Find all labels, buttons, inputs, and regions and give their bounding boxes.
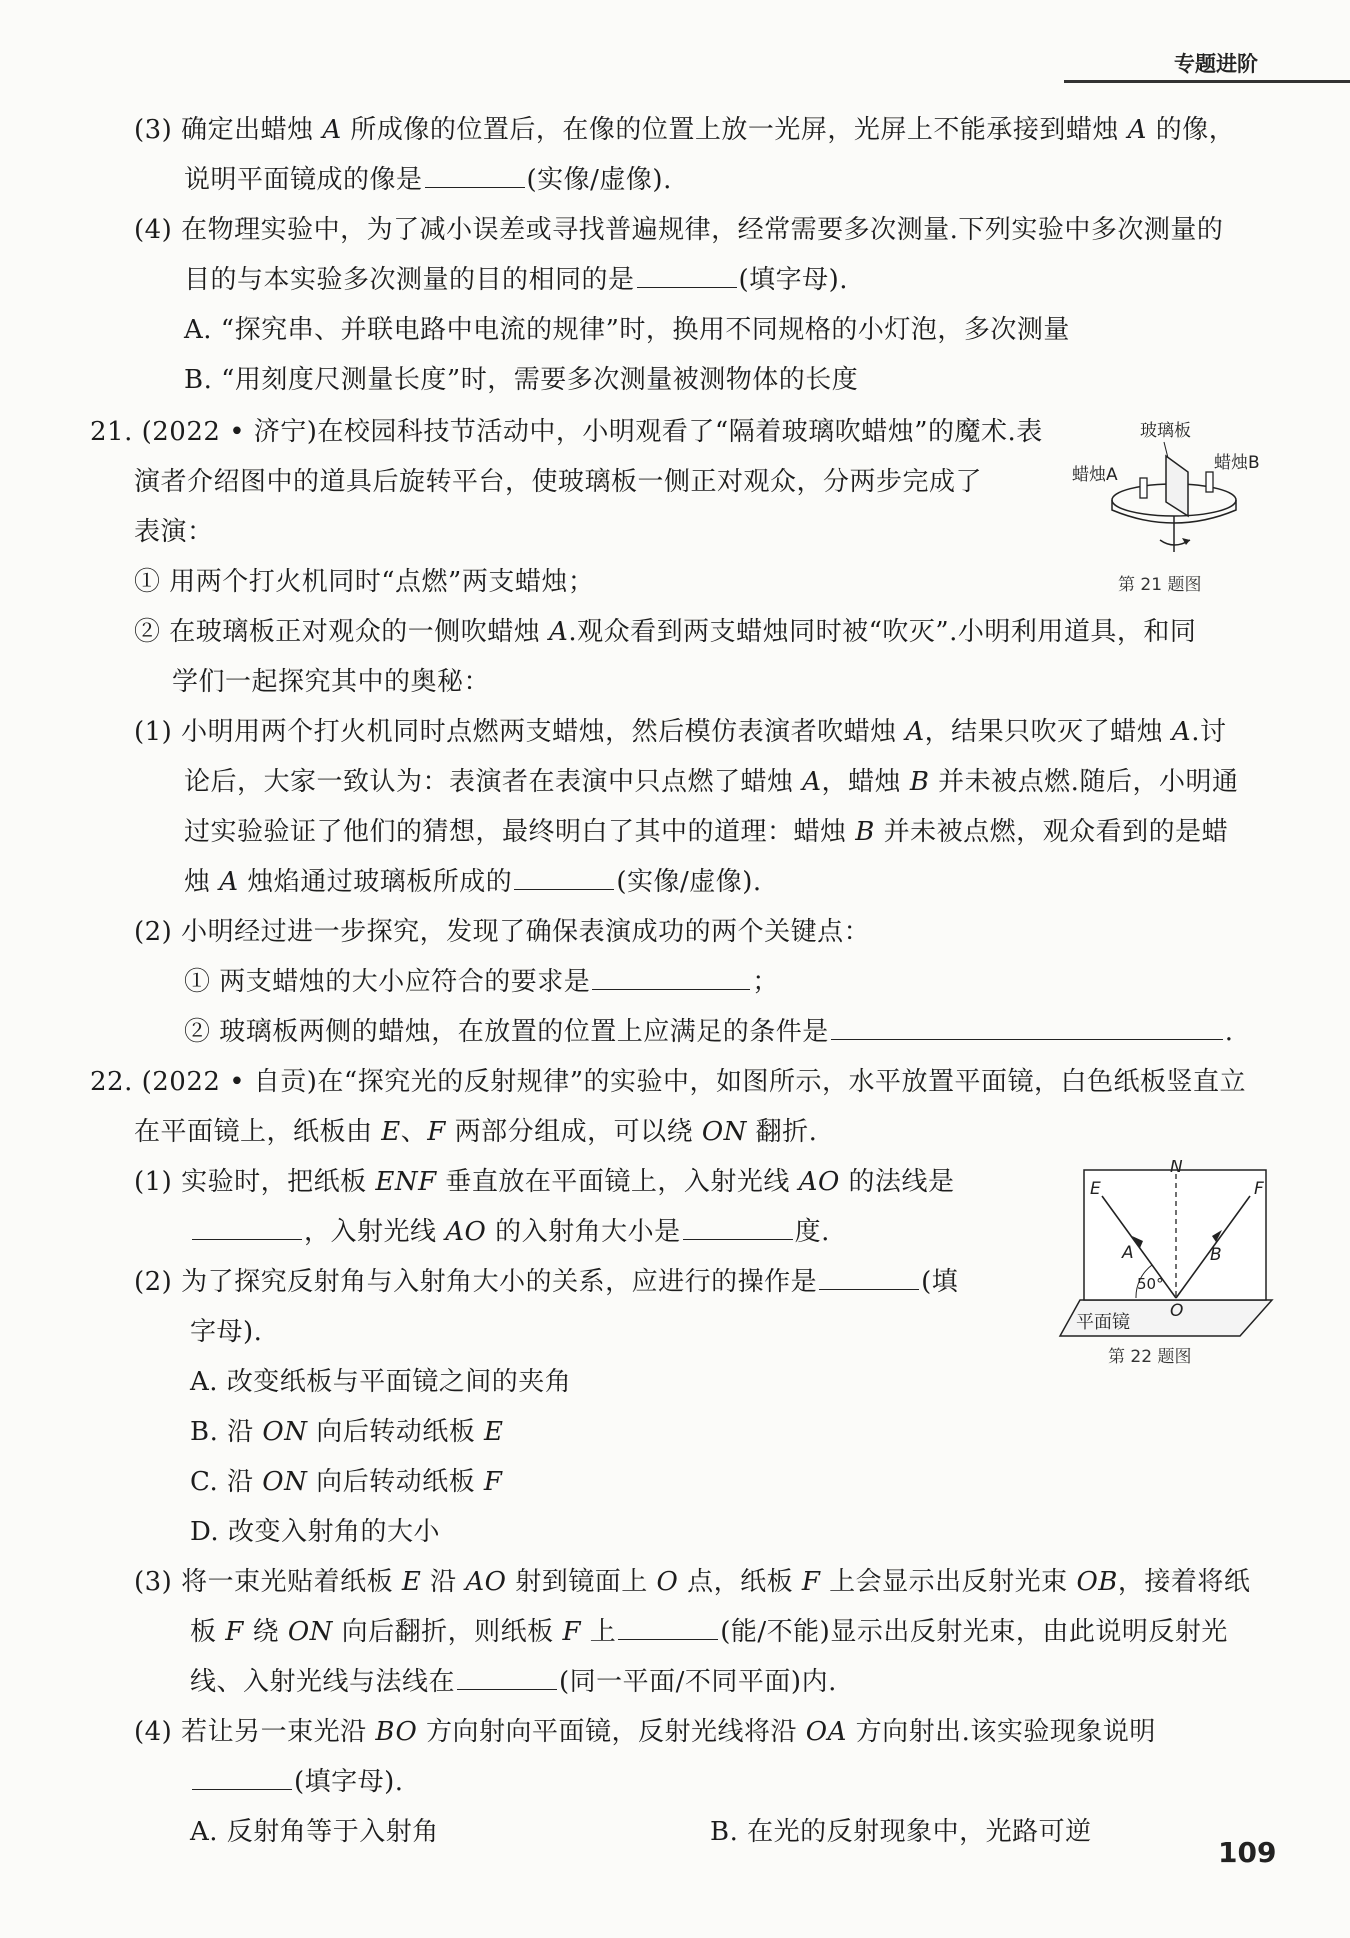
figure-21-caption: 第 21 题图 bbox=[1118, 575, 1202, 595]
q21-step2-line1: ② 在玻璃板正对观众的一侧吹蜡烛 A.观众看到两支蜡烛同时被“吹灭”.小明利用道具，和同 bbox=[134, 617, 1197, 647]
header-title: 专题进阶 bbox=[1174, 52, 1258, 76]
answer-blank[interactable] bbox=[425, 163, 525, 188]
figure-22-reflection-setup bbox=[1058, 1160, 1290, 1340]
q20-part3-line1: (3) 确定出蜡烛 A 所成像的位置后，在像的位置上放一光屏，光屏上不能承接到蜡烛 A 的像， bbox=[134, 115, 1236, 145]
q21-step2-line2: 学们一起探究其中的奥秘： bbox=[172, 667, 491, 697]
q22-option-a2: A. 反射角等于入射角 bbox=[190, 1817, 439, 1847]
q21-part1-line3: 过实验验证了他们的猜想，最终明白了其中的道理：蜡烛 B 并未被点燃，观众看到的是蜡 bbox=[184, 817, 1229, 847]
answer-blank[interactable] bbox=[192, 1215, 302, 1240]
q22-option-b2: B. 在光的反射现象中，光路可逆 bbox=[710, 1817, 1092, 1847]
q21-stem-line1: 21. (2022 • 济宁)在校园科技节活动中，小明观看了“隔着玻璃吹蜡烛”的魔术.表 bbox=[90, 417, 1043, 447]
q21-part2-item1: ① 两支蜡烛的大小应符合的要求是 ； bbox=[184, 967, 779, 997]
q22-part3-line1: (3) 将一束光贴着纸板 E 沿 AO 射到镜面上 O 点，纸板 F 上会显示出反射光束 OB，接着将纸 bbox=[134, 1567, 1251, 1597]
candle-a-label: 蜡烛A bbox=[1072, 465, 1118, 485]
q22-part2-line1: (2) 为了探究反射角与入射角大小的关系，应进行的操作是 (填 bbox=[134, 1267, 959, 1297]
answer-blank[interactable] bbox=[637, 263, 737, 288]
candle-b-label: 蜡烛B bbox=[1214, 453, 1260, 473]
figure-22-caption: 第 22 题图 bbox=[1108, 1347, 1192, 1367]
q22-stem-line2: 在平面镜上，纸板由 E、F 两部分组成，可以绕 ON 翻折. bbox=[134, 1117, 818, 1147]
q20-part3-line2: 说明平面镜成的像是 (实像/虚像). bbox=[184, 165, 672, 195]
q22-option-d: D. 改变入射角的大小 bbox=[190, 1517, 440, 1547]
page-number: 109 bbox=[1218, 1836, 1277, 1869]
answer-blank[interactable] bbox=[819, 1265, 919, 1290]
label-e: E bbox=[1090, 1179, 1101, 1199]
glass-plate bbox=[1166, 456, 1188, 516]
q22-option-a: A. 改变纸板与平面镜之间的夹角 bbox=[190, 1367, 572, 1397]
mirror-label: 平面镜 bbox=[1076, 1312, 1130, 1333]
q22-part3-line2: 板 F 绕 ON 向后翻折，则纸板 F 上 (能/不能)显示出反射光束，由此说明反射光 bbox=[190, 1617, 1228, 1647]
glass-label: 玻璃板 bbox=[1140, 421, 1191, 441]
candle-a bbox=[1140, 478, 1147, 498]
q22-option-b: B. 沿 ON 向后转动纸板 E bbox=[190, 1417, 504, 1447]
q21-part1-line2: 论后，大家一致认为：表演者在表演中只点燃了蜡烛 A，蜡烛 B 并未被点燃.随后，小明通 bbox=[184, 767, 1239, 797]
label-f: F bbox=[1254, 1179, 1264, 1199]
figure-21-candle-apparatus bbox=[1064, 412, 1284, 562]
answer-blank[interactable] bbox=[192, 1765, 292, 1790]
header-rule bbox=[1064, 80, 1350, 83]
answer-blank[interactable] bbox=[457, 1665, 557, 1690]
label-b: B bbox=[1210, 1245, 1222, 1265]
candle-b bbox=[1206, 472, 1213, 492]
paper-board bbox=[1084, 1170, 1266, 1300]
q21-part2: (2) 小明经过进一步探究，发现了确保表演成功的两个关键点： bbox=[134, 917, 871, 947]
q22-part2-line2: 字母). bbox=[190, 1317, 263, 1347]
q20-option-b: B. “用刻度尺测量长度”时，需要多次测量被测物体的长度 bbox=[184, 365, 859, 395]
answer-blank[interactable] bbox=[618, 1615, 718, 1640]
label-a: A bbox=[1122, 1243, 1134, 1263]
q22-part1-line1: (1) 实验时，把纸板 ENF 垂直放在平面镜上，入射光线 AO 的法线是 bbox=[134, 1167, 955, 1197]
q21-step1: ① 用两个打火机同时“点燃”两支蜡烛； bbox=[134, 567, 595, 597]
answer-blank[interactable] bbox=[514, 865, 614, 890]
label-n: N bbox=[1170, 1160, 1183, 1177]
angle-label: 50° bbox=[1137, 1275, 1164, 1293]
answer-blank[interactable] bbox=[683, 1215, 793, 1240]
q21-part2-item2: ② 玻璃板两侧的蜡烛，在放置的位置上应满足的条件是 . bbox=[184, 1017, 1234, 1047]
q22-part4-line2: (填字母). bbox=[190, 1764, 404, 1800]
q22-part1-line2: ，入射光线 AO 的入射角大小是 度. bbox=[190, 1214, 830, 1250]
q20-part4-line1: (4) 在物理实验中，为了减小误差或寻找普遍规律，经常需要多次测量.下列实验中多次测量的 bbox=[134, 215, 1224, 245]
q20-option-a: A. “探究串、并联电路中电流的规律”时，换用不同规格的小灯泡，多次测量 bbox=[184, 315, 1070, 345]
q22-part4-line1: (4) 若让另一束光沿 BO 方向射向平面镜，反射光线将沿 OA 方向射出.该实验现象说明 bbox=[134, 1717, 1156, 1747]
q21-stem-line2: 演者介绍图中的道具后旋转平台，使玻璃板一侧正对观众，分两步完成了 bbox=[134, 467, 983, 497]
q21-stem-line3: 表演： bbox=[134, 517, 214, 547]
q22-option-c: C. 沿 ON 向后转动纸板 F bbox=[190, 1467, 503, 1497]
answer-blank[interactable] bbox=[592, 965, 750, 990]
answer-blank[interactable] bbox=[831, 1015, 1223, 1040]
q21-part1-line1: (1) 小明用两个打火机同时点燃两支蜡烛，然后模仿表演者吹蜡烛 A，结果只吹灭了蜡烛 A.讨 bbox=[134, 717, 1227, 747]
label-o: O bbox=[1170, 1301, 1184, 1321]
q20-part4-line2: 目的与本实验多次测量的目的相同的是 (填字母). bbox=[184, 265, 849, 295]
q22-stem-line1: 22. (2022 • 自贡)在“探究光的反射规律”的实验中，如图所示，水平放置平面镜，白色纸板竖直立 bbox=[90, 1067, 1247, 1097]
q21-part1-line4: 烛 A 烛焰通过玻璃板所成的 (实像/虚像). bbox=[184, 867, 762, 897]
q22-part3-line3: 线、入射光线与法线在 (同一平面/不同平面)内. bbox=[190, 1667, 837, 1697]
